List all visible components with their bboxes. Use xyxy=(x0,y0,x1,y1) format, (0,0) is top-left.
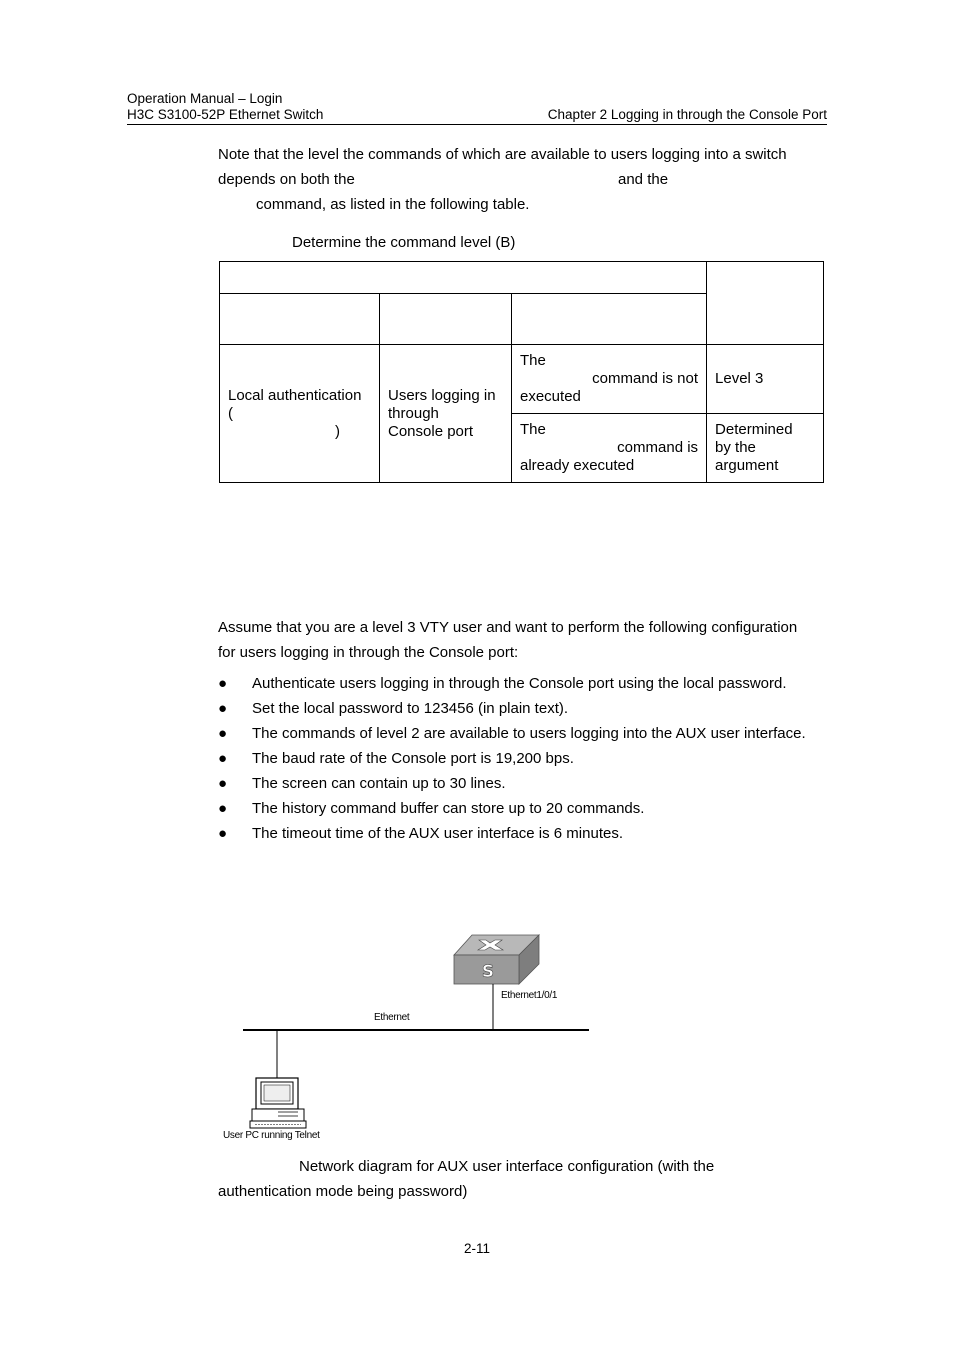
cell-command-executed: The command is already executed xyxy=(512,414,707,483)
figure-caption-line-1: Network diagram for AUX user interface configuration (with the xyxy=(299,1158,715,1175)
list-item: ● The timeout time of the AUX user interface is 6 minutes. xyxy=(218,821,827,846)
cell-user-type: Users logging in through Console port xyxy=(380,345,512,483)
assume-line-2: for users logging in through the Console port: xyxy=(218,644,519,661)
page-number: 2-11 xyxy=(463,1241,491,1256)
switch-icon xyxy=(454,935,539,984)
pc-label: User PC running Telnet xyxy=(223,1130,320,1141)
bullet-icon: ● xyxy=(218,700,228,717)
list-item: ● The baud rate of the Console port is 19,200 bps. xyxy=(218,746,827,771)
header-chapter-title: Chapter 2 Logging in through the Console Port xyxy=(547,107,827,122)
bullet-icon: ● xyxy=(218,800,228,817)
pc-icon xyxy=(250,1078,306,1128)
cell-command-not-executed: The command is not executed xyxy=(512,345,707,414)
cell-level-argument: Determined by the argument xyxy=(707,414,824,483)
cell-level-3: Level 3 xyxy=(707,345,824,414)
ethernet-label: Ethernet xyxy=(374,1012,410,1023)
header-product-name: H3C S3100-52P Ethernet Switch xyxy=(127,107,324,122)
bullet-icon: ● xyxy=(218,825,228,842)
bullet-icon: ● xyxy=(218,775,228,792)
cell-auth-mode: Local authentication ( ) xyxy=(220,345,380,483)
bullet-icon: ● xyxy=(218,675,228,692)
list-item: ● The history command buffer can store up to 20 commands. xyxy=(218,796,827,821)
list-item: ● The screen can contain up to 30 lines. xyxy=(218,771,827,796)
table-caption: Determine the command level (B) xyxy=(292,234,516,251)
intro-line-2-and: and the xyxy=(618,171,669,188)
figure-caption-line-2: authentication mode being password) xyxy=(218,1183,468,1200)
list-item: ● Authenticate users logging in through the Console port using the local password. xyxy=(218,671,827,696)
header-manual-title: Operation Manual – Login xyxy=(127,91,283,106)
assume-line-1: Assume that you are a level 3 VTY user and want to perform the following configuration xyxy=(218,619,798,636)
intro-line-3: command, as listed in the following table. xyxy=(256,196,530,213)
switch-logo: S xyxy=(481,962,495,982)
list-item: ● The commands of level 2 are available to users logging into the AUX user interface. xyxy=(218,721,827,746)
intro-line-2-start: depends on both the xyxy=(218,171,355,188)
port-label: Ethernet1/0/1 xyxy=(501,990,558,1001)
intro-line-1: Note that the level the commands of which are available to users logging into a switch xyxy=(218,146,787,163)
bullet-icon: ● xyxy=(218,725,228,742)
bullet-icon: ● xyxy=(218,750,228,767)
list-item: ● Set the local password to 123456 (in plain text). xyxy=(218,696,827,721)
